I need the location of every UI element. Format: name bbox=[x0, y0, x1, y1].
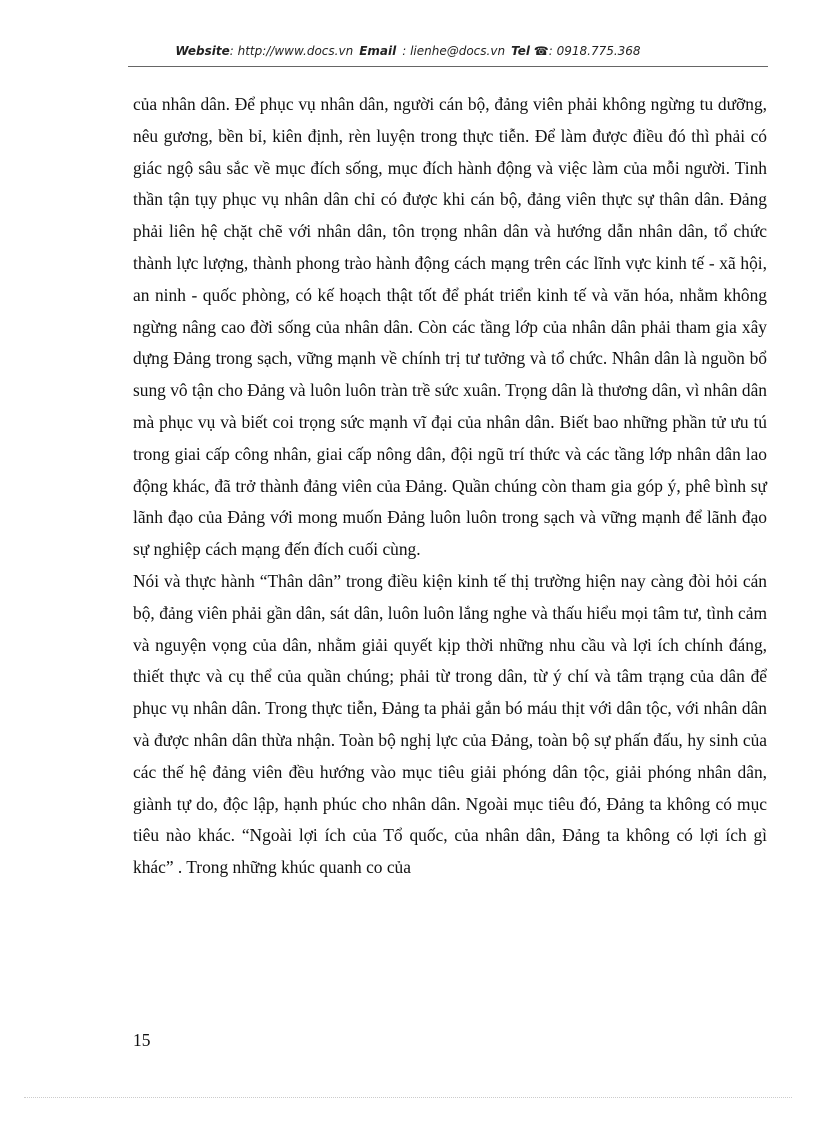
email-label: Email bbox=[359, 44, 397, 58]
header-divider bbox=[128, 66, 768, 67]
tel-label: Tel bbox=[511, 44, 530, 58]
page-header bbox=[0, 44, 816, 58]
paragraph-2: Nói và thực hành “Thân dân” trong điều kiện kinh tế thị trường hiện nay càng đòi hỏi cán bộ, đảng viên phải gần dân, sát dân, luôn luôn lắng nghe và thấu hiểu mọi tâm tư, tình cảm và nguyện vọng của dân, nhằm giải quyết kịp thời những nhu cầu và lợi ích chính đáng, thiết thực và cụ thể của quần chúng; phải từ trong dân, từ ý chí và tâm trạng của dân để phục vụ nhân dân. Trong thực tiễn, Đảng ta phải gắn bó máu thịt với dân tộc, với nhân dân và được nhân dân thừa nhận. Toàn bộ nghị lực của Đảng, toàn bộ sự phấn đấu, hy sinh của các thế hệ đảng viên đều hướng vào mục tiêu giải phóng dân tộc, giải phóng nhân dân, giành tự do, độc lập, hạnh phúc cho nhân dân. Ngoài mục tiêu đó, Đảng ta không có mục tiêu nào khác. “Ngoài lợi ích của Tổ quốc, của nhân dân, Đảng ta không có lợi ích gì khác” . Trong những khúc quanh co của bbox=[133, 570, 767, 878]
paragraph-1: của nhân dân. Để phục vụ nhân dân, người cán bộ, đảng viên phải không ngừng tu dưỡng, nêu gương, bền bỉ, kiên định, rèn luyện trong thực tiễn. Để làm được điều đó thì phải có giác ngộ sâu sắc về mục đích sống, mục đích hành động và việc làm của mỗi người. Tinh thần tận tụy phục vụ nhân dân chỉ có được khi cán bộ, đảng viên thực sự thân dân. Đảng phải liên hệ chặt chẽ với nhân dân, tôn trọng nhân dân và hướng dẫn nhân dân, tổ chức thành lực lượng, thành phong trào hành động cách mạng trên các lĩnh vực kinh tế - xã hội, an ninh - quốc phòng, có kế hoạch thật tốt để phát triển kinh tế và văn hóa, nhằm không ngừng nâng cao đời sống của nhân dân. Còn các tầng lớp của nhân dân phải tham gia xây dựng Đảng trong sạch, vững mạnh về chính trị tư tưởng và tổ chức. Nhân dân là nguồn bổ sung vô tận cho Đảng và luôn luôn tràn trề sức xuân. Trọng dân là thương dân, vì nhân dân mà phục vụ và biết coi trọng sức mạnh vĩ đại của nhân dân. Biết bao những phần tử ưu tú trong giai cấp công nhân, giai cấp nông dân, đội ngũ trí thức và các tầng lớp nhân dân lao động khác, đã trở thành đảng viên của Đảng. Quần chúng còn tham gia góp ý, phê bình sự lãnh đạo của Đảng với mong muốn Đảng luôn luôn trong sạch và vững mạnh để lãnh đạo sự nghiệp cách mạng đến đích cuối cùng. bbox=[133, 94, 767, 560]
page-number: 15 bbox=[133, 1030, 151, 1050]
telephone-icon: ☎ bbox=[533, 44, 549, 58]
website-value[interactable]: : http://www.docs.vn bbox=[229, 44, 354, 58]
page-bottom-border bbox=[24, 1097, 792, 1098]
tel-value: : 0918.775.368 bbox=[548, 44, 641, 58]
document-body bbox=[133, 89, 767, 884]
email-value[interactable]: : lienhe@docs.vn bbox=[402, 44, 506, 58]
website-label: Website bbox=[175, 44, 230, 58]
